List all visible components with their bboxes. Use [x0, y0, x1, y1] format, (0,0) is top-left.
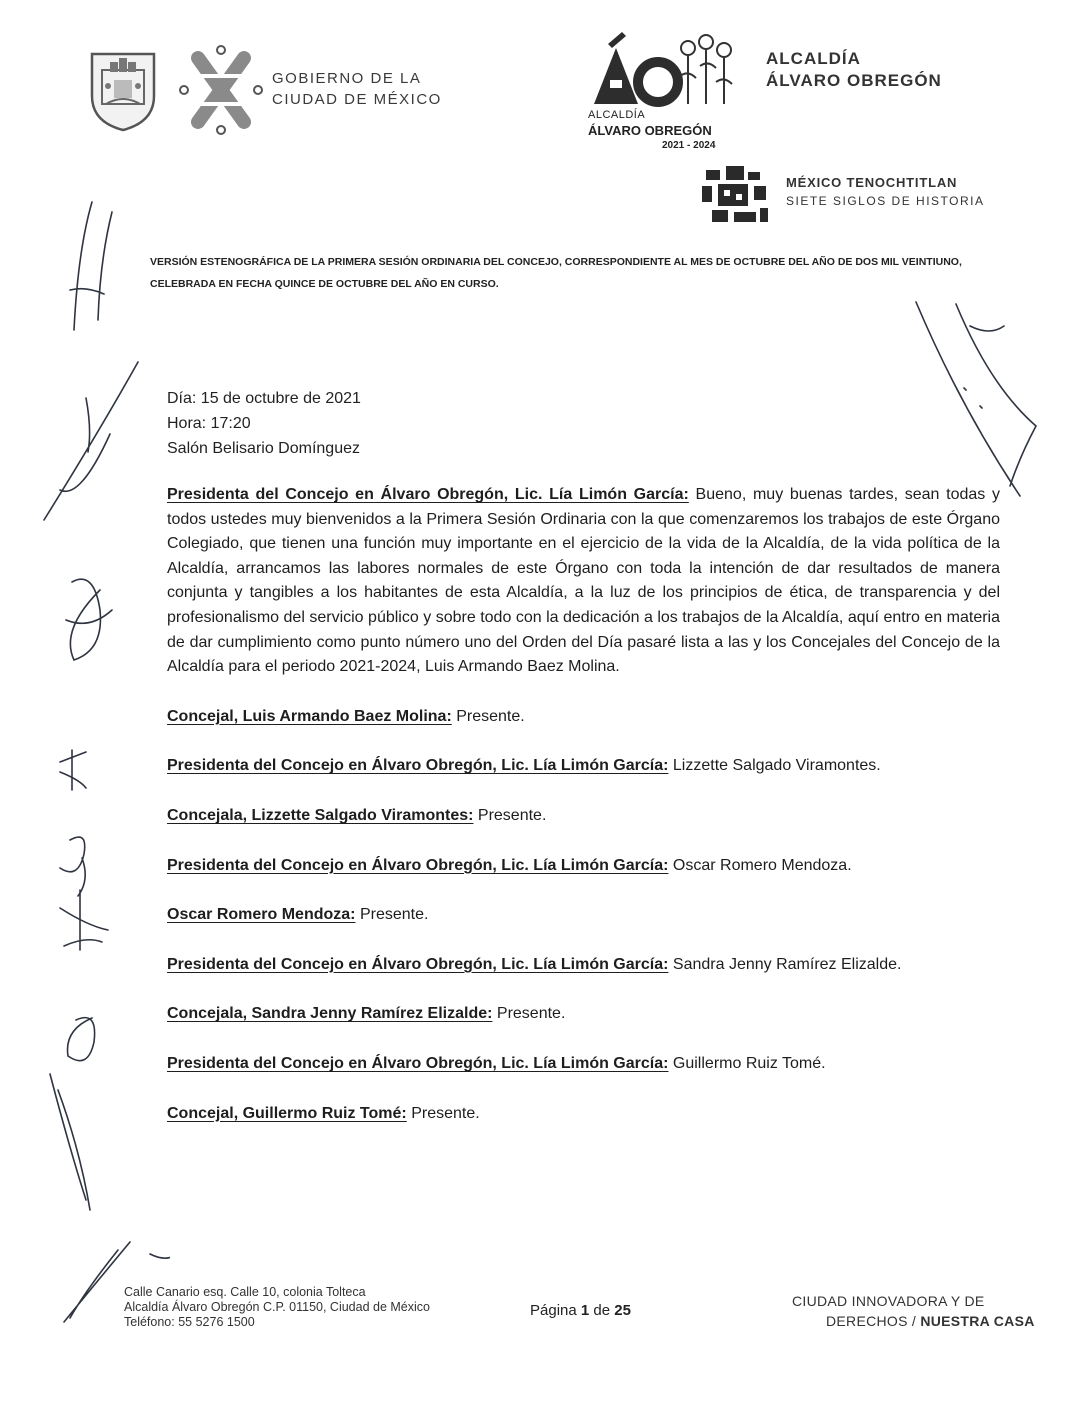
transcript-entry [167, 854, 1000, 879]
session-meta [167, 386, 361, 461]
address-line-2: Alcaldía Álvaro Obregón C.P. 01150, Ciudad de México [124, 1300, 430, 1314]
speaker-text: Presente. [359, 906, 429, 924]
alcaldia-line-1: ALCALDÍA [766, 49, 861, 68]
alcaldia-ao-logo-icon [588, 32, 738, 108]
slogan-line-2-bold: NUESTRA CASA [920, 1313, 1035, 1329]
speaker-text: Lizzette Salgado Viramontes. [672, 757, 881, 775]
speaker-name: Presidenta del Concejo en Álvaro Obregón, Lic. Lía Limón García: [167, 1054, 669, 1072]
speaker-text: Oscar Romero Mendoza. [672, 856, 852, 874]
speaker-text: Sandra Jenny Ramírez Elizalde. [672, 955, 902, 973]
transcript-entry [167, 705, 1000, 730]
gobierno-line-1: GOBIERNO DE LA [272, 70, 422, 87]
document-title: VERSIÓN ESTENOGRÁFICA DE LA PRIMERA SESIÓN ORDINARIA DEL CONCEJO, CORRESPONDIENTE AL MES DE OCTUBRE DEL AÑO DE DOS MIL VEINTIUNO, CELEBRADA EN FECHA QUINCE DE OCTUBRE DEL AÑO EN CURSO. [150, 256, 962, 290]
session-date: Día: 15 de octubre de 2021 [167, 390, 361, 407]
tenochtitlan-line-1: MÉXICO TENOCHTITLAN [786, 175, 958, 190]
ao-logo-line-1: ALCALDÍA [588, 109, 646, 121]
speaker-text: Presente. [456, 707, 525, 725]
slogan-line-1: CIUDAD INNOVADORA Y DE [792, 1293, 985, 1309]
speaker-name: Concejala, Sandra Jenny Ramírez Elizalde: [167, 1005, 493, 1023]
slogan-line-2-text: DERECHOS / [826, 1313, 917, 1329]
speaker-name: Presidenta del Concejo en Álvaro Obregón, Lic. Lía Limón García: [167, 486, 689, 503]
speaker-name: Oscar Romero Mendoza: [167, 906, 356, 924]
transcript [167, 483, 1000, 1126]
tenochtitlan-line-2: SIETE SIGLOS DE HISTORIA [786, 194, 985, 208]
speaker-name: Presidenta del Concejo en Álvaro Obregón, Lic. Lía Limón García: [167, 955, 669, 973]
cdmx-shield-icon [88, 50, 158, 134]
speaker-text: Bueno, muy buenas tardes, sean todas y todos ustedes muy bienvenidos a la Primera Sesión Ordinaria con la que comenzaremos los trabajos de este Órgano Colegiado, que tienen una función muy importante en el ejercicio de la vida de la Alcaldía, de la vida política de la Alcaldía, arrancamos las labores normales de este Órgano con toda la intención de dar resultados de manera conjunta y tangibles a los habitantes de esta Alcaldía, a la luz de los principios de ética, de transparencia y del profesionalismo del servicio público y sobre todo con la dedicación a los trabajos de la Alcaldía, aquí entro en materia de dar cumplimiento como punto número uno del Orden del Día pasaré lista a las y los Concejales del Concejo de la Alcaldía para el periodo 2021-2024, Luis Armando Baez Molina. [167, 486, 1000, 676]
address-line-1: Calle Canario esq. Calle 10, colonia Tolteca [124, 1285, 366, 1299]
session-location: Salón Belisario Domínguez [167, 440, 360, 457]
speaker-name: Presidenta del Concejo en Álvaro Obregón, Lic. Lía Limón García: [167, 856, 669, 874]
slogan-line-2 [792, 1311, 1035, 1331]
transcript-entry [167, 953, 1000, 978]
transcript-entry [167, 1052, 1000, 1077]
transcript-entry [167, 804, 1000, 829]
gobierno-line-2: CIUDAD DE MÉXICO [272, 91, 442, 108]
transcript-entry [167, 903, 1000, 928]
ao-logo-line-2: ÁLVARO OBREGÓN [588, 123, 712, 138]
speaker-name: Concejal, Luis Armando Baez Molina: [167, 707, 452, 725]
speaker-text: Presente. [411, 1104, 480, 1122]
alcaldia-header-text [766, 48, 942, 92]
page-number [530, 1302, 631, 1319]
gobierno-cdmx-text [272, 68, 442, 110]
footer-address [124, 1285, 430, 1330]
page-current: 1 [580, 1302, 590, 1319]
speaker-name: Presidenta del Concejo en Álvaro Obregón, Lic. Lía Limón García: [167, 757, 669, 775]
transcript-entry [167, 1002, 1000, 1027]
page-label: Página [530, 1302, 577, 1319]
tenochtitlan-text [786, 174, 985, 210]
speaker-name: Concejal, Guillermo Ruiz Tomé: [167, 1104, 407, 1122]
alcaldia-line-2: ÁLVARO OBREGÓN [766, 71, 942, 90]
session-time: Hora: 17:20 [167, 415, 251, 432]
speaker-text: Guillermo Ruiz Tomé. [672, 1054, 826, 1072]
transcript-entry [167, 1102, 1000, 1127]
speaker-text: Presente. [496, 1005, 566, 1023]
margin-signatures [30, 190, 170, 1330]
tenochtitlan-glyph-icon [698, 164, 772, 228]
speaker-text: Presente. [477, 806, 547, 824]
alcaldia-ao-logo-text [588, 108, 748, 153]
page-total: 25 [614, 1302, 631, 1319]
speaker-name: Concejala, Lizzette Salgado Viramontes: [167, 806, 474, 824]
footer-slogan [792, 1291, 1035, 1331]
ao-logo-years: 2021 - 2024 [662, 140, 716, 151]
transcript-entry [167, 483, 1000, 680]
corner-signature [900, 296, 1040, 506]
page-of: de [593, 1302, 611, 1319]
address-phone: Teléfono: 55 5276 1500 [124, 1315, 255, 1329]
cdmx-logo-icon [178, 44, 264, 136]
transcript-entry [167, 754, 1000, 779]
